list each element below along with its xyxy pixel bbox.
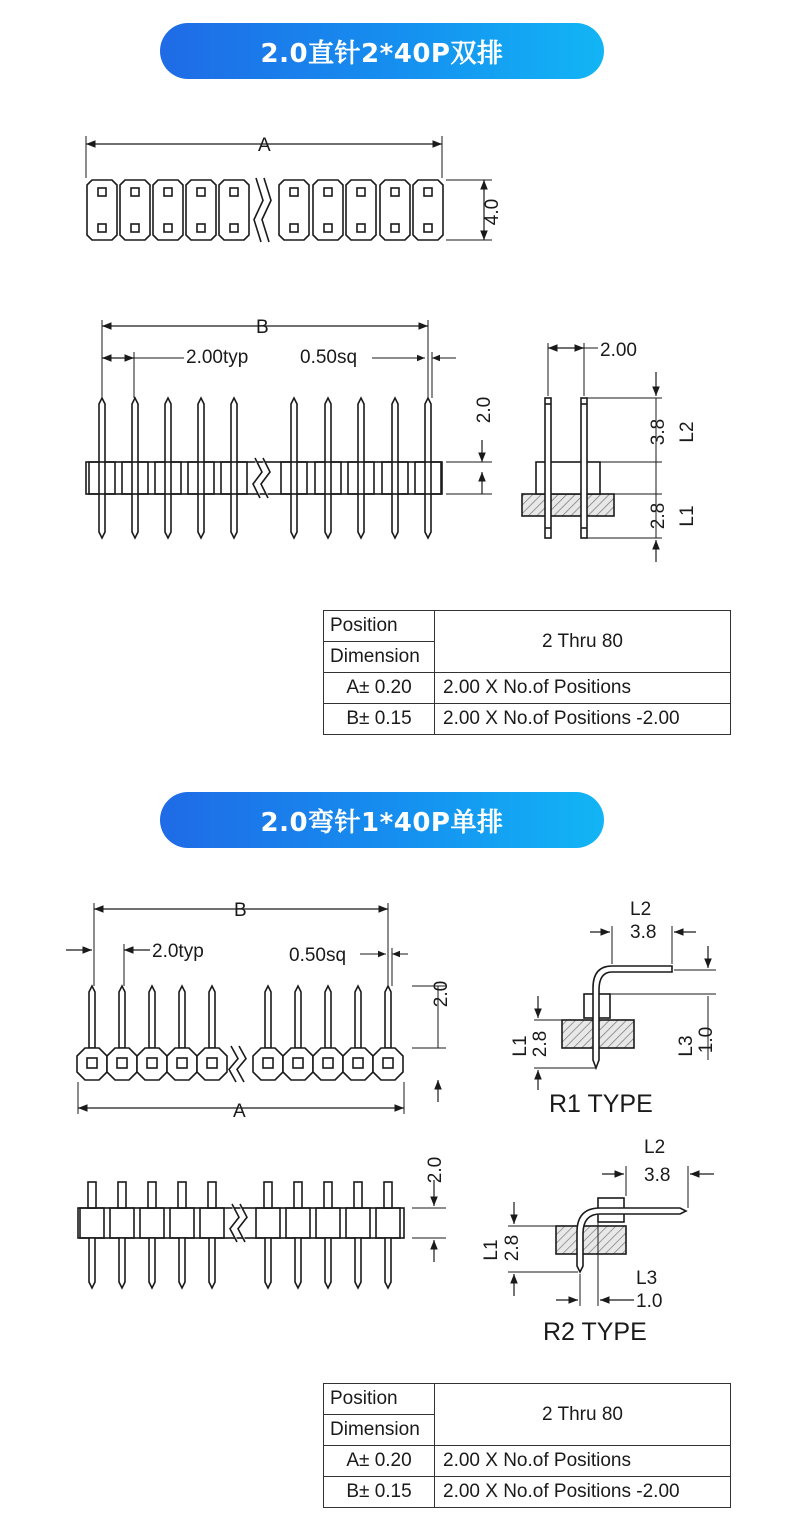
dim-pin-size-label: 0.50sq: [300, 347, 358, 368]
dim-above2-label: 2.0: [431, 980, 452, 1008]
pin: [179, 986, 185, 1048]
break-mark: [229, 1046, 238, 1082]
front-view-single-row: [77, 986, 403, 1082]
pin-square: [98, 224, 106, 232]
front-view-dual-row: [86, 398, 442, 538]
pin: [425, 398, 431, 538]
pin-square: [324, 188, 332, 196]
pin: [358, 398, 364, 538]
break-mark: [254, 178, 263, 242]
dim-side-pitch-label: 2.00: [600, 340, 637, 361]
dim-b-label: B: [256, 317, 269, 338]
side-view-dual-row: [522, 398, 614, 538]
pin-square: [230, 188, 238, 196]
pin-square: [383, 1058, 393, 1068]
dim-above-label: 2.0: [474, 396, 495, 424]
dimension-header: Dimension: [324, 1415, 435, 1446]
pin-square: [87, 1058, 97, 1068]
dim-formula: 2.00 X No.of Positions: [435, 1446, 731, 1477]
r1-l1-label: L1: [510, 1035, 531, 1057]
r1-l3-label: L3: [676, 1035, 697, 1057]
pin-square: [357, 224, 365, 232]
pin-top: [294, 1182, 302, 1208]
pin-top: [178, 1182, 186, 1208]
pin-square: [147, 1058, 157, 1068]
r2-l3-value: 1.0: [636, 1291, 663, 1312]
pin: [325, 398, 331, 538]
r2-type-view: [556, 1198, 686, 1272]
pin: [265, 986, 271, 1048]
pin: [179, 1238, 185, 1288]
pin: [89, 1238, 95, 1288]
dim-l2-label: L2: [677, 421, 698, 443]
r2-l1-label: L1: [481, 1239, 502, 1261]
pin-square: [197, 224, 205, 232]
table-row: [324, 673, 731, 704]
pin: [385, 1238, 391, 1288]
dim-height-label: 4.0: [482, 198, 503, 226]
pin: [231, 398, 237, 538]
pin-square: [263, 1058, 273, 1068]
pin: [149, 986, 155, 1048]
pin-square: [230, 224, 238, 232]
r2-type-label: R2 TYPE: [543, 1318, 647, 1346]
pin-square: [391, 224, 399, 232]
dim-key: A± 0.20: [324, 673, 435, 704]
dim-key: A± 0.20: [324, 1446, 435, 1477]
r1-l1-value: 2.8: [530, 1030, 551, 1058]
pin: [119, 986, 125, 1048]
pin: [119, 1238, 125, 1288]
pin: [198, 398, 204, 538]
r2-l2-value: 3.8: [644, 1165, 671, 1186]
pin-square: [323, 1058, 333, 1068]
pin: [209, 1238, 215, 1288]
r2-l3-label: L3: [636, 1268, 658, 1289]
pin-top: [324, 1182, 332, 1208]
pin-square: [131, 188, 139, 196]
r2-l1-value: 2.8: [502, 1234, 523, 1262]
dim-a2-label: A: [233, 1101, 246, 1122]
dim-above2b-label: 2.0: [425, 1156, 446, 1184]
dim-formula: 2.00 X No.of Positions: [435, 673, 731, 704]
pin-top: [384, 1182, 392, 1208]
dim-l1-label: L1: [677, 505, 698, 527]
pin: [132, 398, 138, 538]
pin-square: [131, 224, 139, 232]
spec-table-right-angle: [323, 1383, 731, 1508]
pin: [355, 986, 361, 1048]
r1-l3-value: 1.0: [696, 1026, 717, 1054]
dim-l2-value: 3.8: [648, 418, 669, 446]
table-row: [324, 1384, 731, 1415]
pin-square: [197, 188, 205, 196]
table-row: [324, 611, 731, 642]
pin-top: [264, 1182, 272, 1208]
position-header: Position: [324, 611, 435, 642]
pin: [165, 398, 171, 538]
r1-l2-label: L2: [630, 899, 652, 920]
pin: [209, 986, 215, 1048]
pin: [392, 398, 398, 538]
front-view-r2-row: [78, 1182, 404, 1288]
r2-l2-label: L2: [644, 1137, 666, 1158]
pin-square: [207, 1058, 217, 1068]
dim-l1-value: 2.8: [648, 502, 669, 530]
dim-formula: 2.00 X No.of Positions -2.00: [435, 704, 731, 735]
r1-type-label: R1 TYPE: [549, 1090, 653, 1118]
pin: [325, 986, 331, 1048]
dim-b2-label: B: [234, 900, 247, 921]
pin-top: [148, 1182, 156, 1208]
pin-top: [208, 1182, 216, 1208]
pin-square: [177, 1058, 187, 1068]
dim-pin-size2-label: 0.50sq: [289, 945, 347, 966]
dim-formula: 2.00 X No.of Positions -2.00: [435, 1477, 731, 1508]
position-range: 2 Thru 80: [435, 1384, 731, 1446]
pin-top: [354, 1182, 362, 1208]
pin: [149, 1238, 155, 1288]
break-mark: [262, 178, 271, 242]
spec-table-straight: [323, 610, 731, 735]
dim-a-label: A: [258, 135, 271, 156]
pin: [99, 398, 105, 538]
top-view-dual-row: [87, 178, 443, 242]
section-title-right-angle-single-row: 2.0弯针1*40P单排: [160, 792, 604, 848]
dim-key: B± 0.15: [324, 1477, 435, 1508]
break-mark: [237, 1046, 246, 1082]
pin: [291, 398, 297, 538]
pin: [355, 1238, 361, 1288]
pin-top: [88, 1182, 96, 1208]
position-header: Position: [324, 1384, 435, 1415]
pin-square: [293, 1058, 303, 1068]
pin-square: [353, 1058, 363, 1068]
position-range: 2 Thru 80: [435, 611, 731, 673]
pin-square: [424, 188, 432, 196]
dim-pitch2-label: 2.0typ: [152, 941, 204, 962]
dim-pitch-label: 2.00typ: [186, 347, 249, 368]
pin: [295, 986, 301, 1048]
pin: [89, 986, 95, 1048]
pin-square: [98, 188, 106, 196]
pin: [265, 1238, 271, 1288]
pin-square: [290, 188, 298, 196]
r1-type-view: [562, 966, 672, 1068]
pin-square: [164, 224, 172, 232]
pin-square: [117, 1058, 127, 1068]
pin-top: [118, 1182, 126, 1208]
pin-square: [290, 224, 298, 232]
pin-square: [357, 188, 365, 196]
table-row: [324, 1446, 731, 1477]
pin: [385, 986, 391, 1048]
pin-square: [164, 188, 172, 196]
pin: [325, 1238, 331, 1288]
r1-l2-value: 3.8: [630, 922, 657, 943]
dim-key: B± 0.15: [324, 704, 435, 735]
dimension-header: Dimension: [324, 642, 435, 673]
pin: [295, 1238, 301, 1288]
pin-square: [324, 224, 332, 232]
pin-square: [424, 224, 432, 232]
section-title-straight-dual-row: 2.0直针2*40P双排: [160, 23, 604, 79]
table-row: [324, 1477, 731, 1508]
pin-square: [391, 188, 399, 196]
table-row: [324, 704, 731, 735]
